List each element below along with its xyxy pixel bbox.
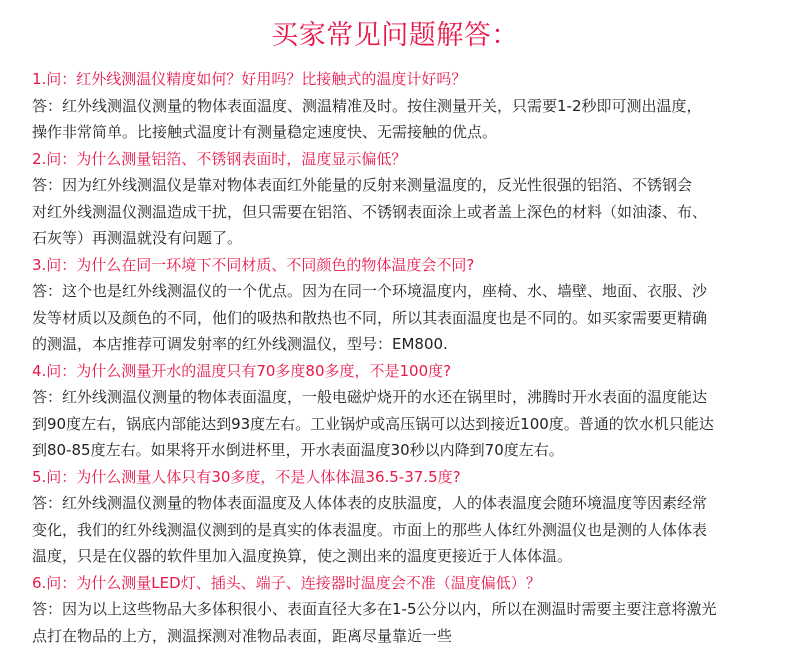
faq-item-6 — [32, 570, 758, 650]
faq-question-4: 4.问：为什么测量开水的温度只有70多度80多度，不是100度? — [32, 361, 452, 380]
faq-answer-4-line-1: 答：红外线测温仪测量的物体表面温度，一般电磁炉烧开的水还在锅里时，沸腾时开水表面的温度能达 — [32, 388, 708, 406]
faq-answer-4-line-2: 到90度左右，锅底内部能达到93度左右。工业锅炉或高压锅可以达到接近100度。普通的饮水机只能达 — [32, 414, 714, 433]
faq-answer-2-line-1: 答：因为红外线测温仪是靠对物体表面红外能量的反射来测量温度的，反光性很强的铝箔、不锈钢会 — [32, 176, 693, 194]
faq-answer-3-line-2: 发等材质以及颜色的不同，他们的吸热和散热也不同，所以其表面温度也是不同的。如买家需要更精确 — [32, 308, 708, 327]
faq-answer-3-line-3: 的测温，本店推荐可调发射率的红外线测温仪，型号：EM800. — [32, 335, 448, 353]
faq-answer-2-line-3: 石灰等）再测温就没有问题了。 — [32, 229, 243, 247]
page-title: 买家常见问题解答： — [271, 20, 519, 51]
faq-answer-1-line-1: 答：红外线测温仪测量的物体表面温度、测温精准及时。按住测量开关，只需要1-2秒即可测出温度， — [32, 96, 702, 115]
faq-question-6: 6.问：为什么测量LED灯、插头、端子、连接器时温度会不准（温度偏低）？ — [32, 573, 541, 592]
faq-item-2 — [32, 146, 758, 252]
faq-question-2: 2.问：为什么测量铝箔、不锈钢表面时，温度显示偏低？ — [32, 149, 407, 168]
faq-item-5 — [32, 464, 758, 570]
faq-list — [32, 66, 758, 649]
faq-answer-6-line-1: 答：因为以上这些物品大多体积很小、表面直径大多在1-5公分以内，所以在测温时需要主要注意将激光 — [32, 600, 717, 618]
faq-answer-1-line-2: 操作非常简单。比接触式温度计有测量稳定速度快、无需接触的优点。 — [32, 123, 498, 141]
faq-question-1: 1.问：红外线测温仪精度如何？好用吗？比接触式的温度计好吗？ — [32, 70, 467, 88]
faq-answer-5-line-3: 温度，只是在仪器的软件里加入温度换算，使之测出来的温度更接近于人体体温。 — [32, 547, 573, 565]
faq-question-5: 5.问：为什么测量人体只有30多度，不是人体体温36.5-37.5度? — [32, 467, 461, 486]
faq-answer-5-line-2: 变化，我们的红外线测温仪测到的是真实的体表温度。市面上的那些人体红外测温仪也是测的人体体表 — [32, 520, 708, 539]
faq-answer-2-line-2: 对红外线测温仪测温造成干扰，但只需要在铝箔、不锈钢表面涂上或者盖上深色的材料（如油漆、布、 — [32, 202, 708, 221]
faq-question-3: 3.问：为什么在同一环境下不同材质、不同颜色的物体温度会不同? — [32, 255, 475, 274]
faq-item-4 — [32, 358, 758, 464]
faq-answer-3-line-1: 答：这个也是红外线测温仪的一个优点。因为在同一个环境温度内，座椅、水、墙壁、地面、衣服、沙 — [32, 282, 708, 300]
faq-answer-6-line-2: 点打在物品的上方，测温探测对准物品表面，距离尽量靠近一些 — [32, 626, 453, 645]
faq-item-1 — [32, 66, 758, 146]
faq-answer-4-line-3: 到80-85度左右。如果将开水倒进杯里，开水表面温度30秒以内降到70度左右。 — [32, 441, 564, 459]
faq-item-3 — [32, 252, 758, 358]
faq-answer-5-line-1: 答：红外线测温仪测量的物体表面温度及人体体表的皮肤温度，人的体表温度会随环境温度等因素经常 — [32, 494, 708, 512]
